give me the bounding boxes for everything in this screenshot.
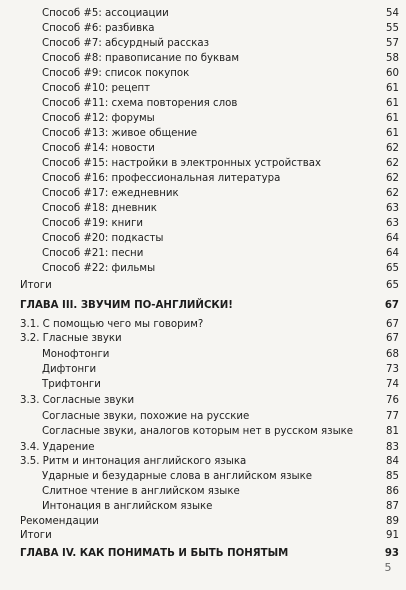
toc-entry-page: 87 — [386, 501, 399, 512]
subsection-title: Трифтонги — [42, 379, 101, 390]
subsection-page: 73 — [386, 364, 399, 375]
toc-entry-page: 63 — [386, 218, 399, 229]
toc-entry — [0, 246, 406, 262]
chapter-page: 93 — [384, 548, 399, 559]
chapter-title: ГЛАВА III. ЗВУЧИМ ПО-АНГЛИЙСКИ! — [20, 300, 233, 311]
toc-subsection — [0, 347, 406, 363]
toc-subsection — [0, 469, 406, 485]
toc-entry-page: 62 — [386, 173, 399, 184]
subsection-title: Согласные звуки, аналогов которым нет в русском языке — [42, 426, 354, 437]
toc-entry-text: Способ #10: рецепт — [42, 83, 151, 94]
toc-subsection — [0, 409, 406, 425]
toc-subsection — [0, 362, 406, 378]
section-page: 67 — [386, 333, 399, 344]
toc-entry-itogi — [0, 278, 406, 294]
toc-entry — [0, 261, 406, 277]
toc-entry-page: 60 — [386, 68, 399, 79]
toc-chapter-4 — [0, 546, 406, 562]
toc-subsection — [0, 484, 406, 500]
toc-entry-text: Итоги — [20, 530, 52, 541]
toc-entry-page: 63 — [386, 203, 399, 214]
toc-entry — [0, 6, 406, 22]
toc-entry — [0, 171, 406, 187]
section-page: 84 — [386, 456, 399, 467]
toc-subsection — [0, 377, 406, 393]
toc-entry-page: 61 — [386, 98, 399, 109]
toc-entry — [0, 81, 406, 97]
section-title: 3.3. Согласные звуки — [20, 395, 135, 406]
toc-entry-text: Способ #16: профессиональная литература — [42, 173, 281, 184]
toc-entry-text: Способ #17: ежедневник — [42, 188, 179, 199]
section-page: 67 — [386, 319, 399, 330]
toc-entry-page: 86 — [386, 486, 399, 497]
chapter-page: 67 — [384, 300, 399, 311]
toc-entry-page: 64 — [386, 248, 399, 259]
section-title: 3.4. Ударение — [20, 442, 95, 453]
toc-entry-page: 55 — [386, 23, 399, 34]
toc-section — [0, 393, 406, 409]
section-title: 3.5. Ритм и интонация английского языка — [20, 456, 247, 467]
toc-subsection — [0, 424, 406, 440]
subsection-title: Монофтонги — [42, 349, 110, 360]
toc-entry — [0, 96, 406, 112]
toc-entry — [0, 231, 406, 247]
toc-entry — [0, 51, 406, 67]
toc-entry-text: Способ #21: песни — [42, 248, 144, 259]
toc-chapter-3 — [0, 298, 406, 314]
subsection-page: 74 — [386, 379, 399, 390]
chapter-title: ГЛАВА IV. КАК ПОНИМАТЬ И БЫТЬ ПОНЯТЫМ — [20, 548, 289, 559]
subsection-title: Согласные звуки, похожие на русские — [42, 411, 250, 422]
toc-entry-page: 89 — [386, 516, 399, 527]
toc-entry — [0, 111, 406, 127]
toc-entry — [0, 21, 406, 37]
toc-entry-text: Способ #7: абсурдный рассказ — [42, 38, 210, 49]
toc-section — [0, 331, 406, 347]
toc-entry-itogi — [0, 528, 406, 544]
toc-entry-page: 64 — [386, 233, 399, 244]
page-number: 5 — [384, 561, 392, 574]
toc-entry — [0, 36, 406, 52]
toc-entry-text: Способ #11: схема повторения слов — [42, 98, 238, 109]
toc-entry-text: Способ #19: книги — [42, 218, 143, 229]
toc-subsection — [0, 499, 406, 515]
subsection-page: 68 — [386, 349, 399, 360]
toc-entry — [0, 201, 406, 217]
toc-entry-text: Способ #8: правописание по буквам — [42, 53, 240, 64]
toc-entry-text: Способ #14: новости — [42, 143, 155, 154]
toc-entry-page: 58 — [386, 53, 399, 64]
toc-entry-text: Способ #13: живое общение — [42, 128, 198, 139]
toc-entry — [0, 156, 406, 172]
toc-entry-page: 57 — [386, 38, 399, 49]
toc-entry-text: Способ #22: фильмы — [42, 263, 156, 274]
toc-entry-page: 62 — [386, 188, 399, 199]
toc-entry-page: 65 — [386, 280, 399, 291]
toc-entry-text: Итоги — [20, 280, 52, 291]
toc-entry-page: 61 — [386, 128, 399, 139]
toc-entry — [0, 66, 406, 82]
toc-entry-text: Способ #20: подкасты — [42, 233, 164, 244]
toc-entry — [0, 141, 406, 157]
section-page: 76 — [386, 395, 399, 406]
toc-entry-text: Способ #6: разбивка — [42, 23, 155, 34]
toc-entry-text: Способ #5: ассоциации — [42, 8, 169, 19]
toc-entry-page: 91 — [386, 530, 399, 541]
toc-entry-text: Способ #12: форумы — [42, 113, 155, 124]
toc-entry-page: 54 — [386, 8, 399, 19]
toc-entry-text: Ударные и безударные слова в английском языке — [42, 471, 312, 482]
toc-entry-page: 85 — [386, 471, 399, 482]
toc-entry-page: 61 — [386, 83, 399, 94]
toc-section — [0, 454, 406, 470]
section-title: 3.2. Гласные звуки — [20, 333, 122, 344]
toc-entry-page: 62 — [386, 143, 399, 154]
toc-entry — [0, 186, 406, 202]
toc-entry-text: Рекомендации — [20, 516, 99, 527]
section-page: 83 — [386, 442, 399, 453]
toc-entry — [0, 126, 406, 142]
section-title: 3.1. С помощью чего мы говорим? — [20, 319, 204, 330]
toc-entry-text: Способ #9: список покупок — [42, 68, 190, 79]
toc-entry-text: Интонация в английском языке — [42, 501, 213, 512]
toc-entry-text: Способ #15: настройки в электронных устройствах — [42, 158, 322, 169]
toc-entry-page: 61 — [386, 113, 399, 124]
toc-entry — [0, 216, 406, 232]
subsection-page: 77 — [386, 411, 399, 422]
toc-entry-text: Слитное чтение в английском языке — [42, 486, 240, 497]
toc-entry-text: Способ #18: дневник — [42, 203, 157, 214]
subsection-page: 81 — [386, 426, 399, 437]
toc-entry-page: 62 — [386, 158, 399, 169]
subsection-title: Дифтонги — [42, 364, 97, 375]
toc-entry-page: 65 — [386, 263, 399, 274]
